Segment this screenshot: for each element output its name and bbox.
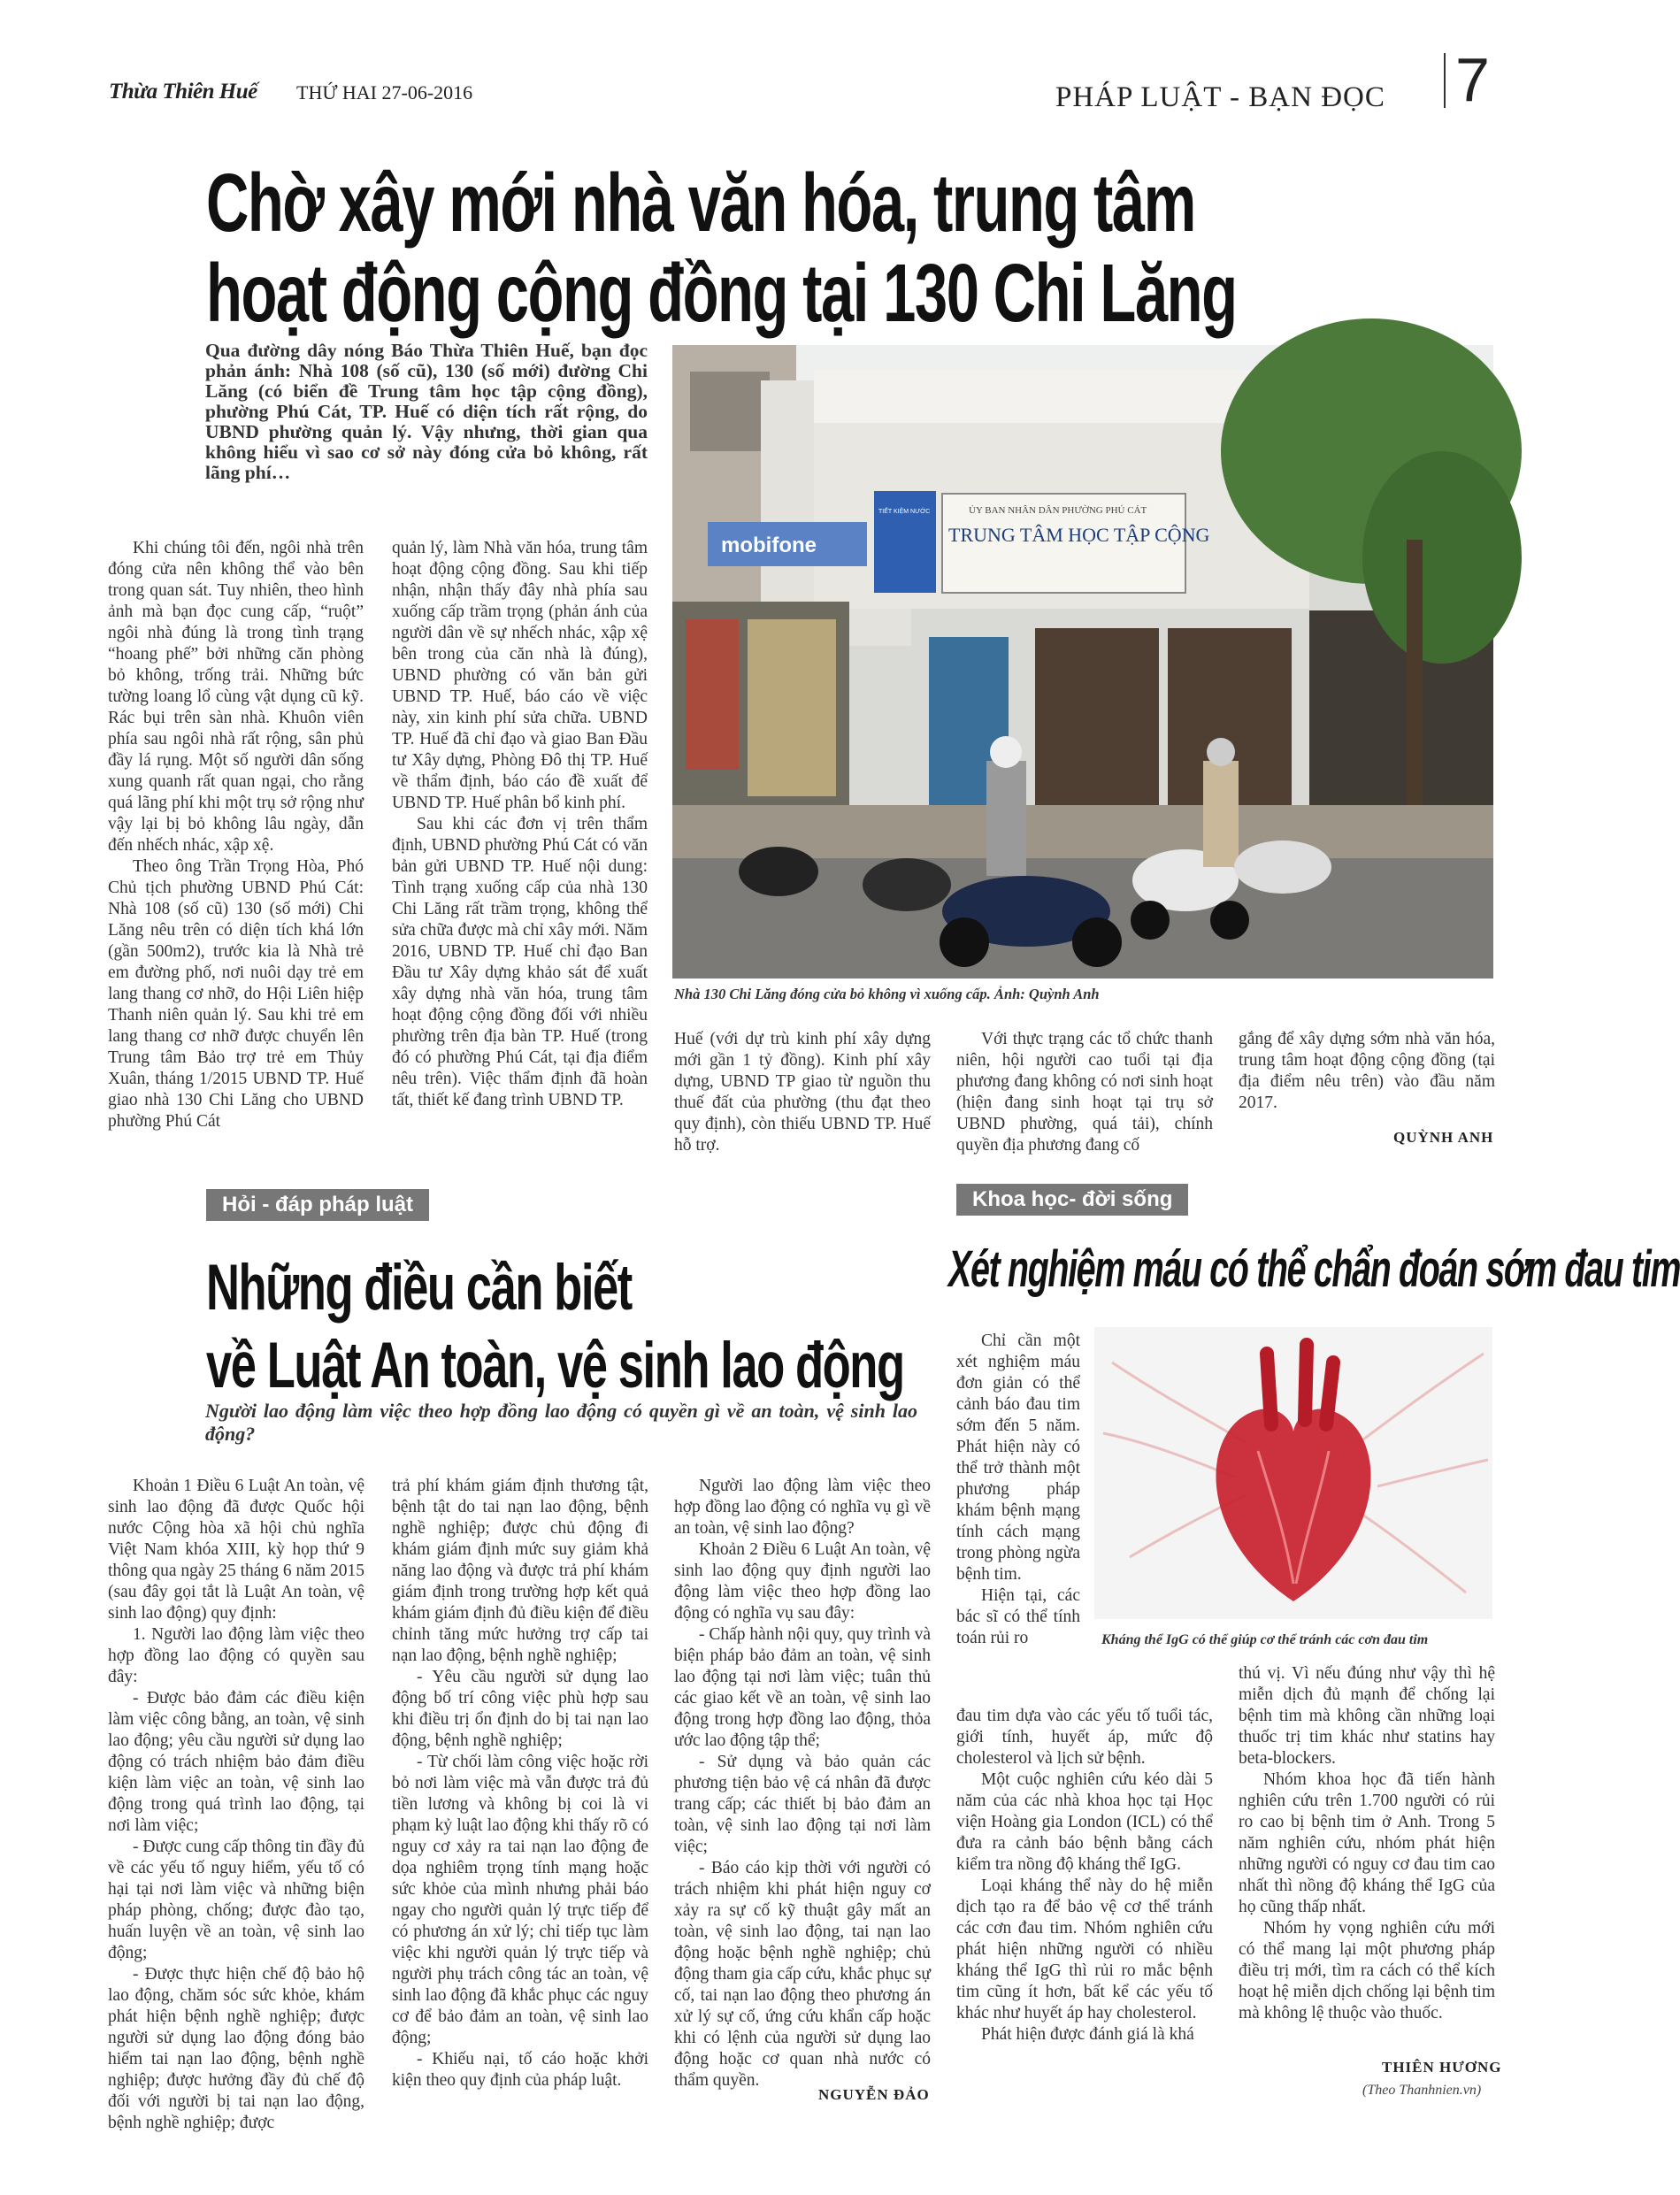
article2-column-3 [674, 1476, 931, 2091]
article1-headline [206, 157, 1237, 338]
article2-category-tag: Hỏi - đáp pháp luật [206, 1189, 429, 1221]
article3-author: THIÊN HƯƠNG [1382, 2059, 1502, 2076]
center-sign-top-text: ỦY BAN NHÂN DÂN PHƯỜNG PHÚ CÁT [969, 505, 1147, 516]
street-building-illustration [672, 345, 1493, 979]
center-sign-text: TRUNG TÂM HỌC TẬP CỘNG [948, 524, 1210, 546]
paragraph: Khoản 1 Điều 6 Luật An toàn, vệ sinh lao động đã được Quốc hội nước Cộng hòa xã hội chủ nghĩa Việt Nam khóa XIII, kỳ họp thứ 9 thông qua ngày 25 tháng 6 năm 2015 (sau đây gọi tắt là Luật An toàn, vệ sinh lao động) quy định: [108, 1477, 364, 1623]
paragraph: Người lao động làm việc theo hợp đồng lao động có nghĩa vụ gì về an toàn, vệ sinh lao động? [674, 1477, 931, 1538]
paragraph: Theo ông Trần Trọng Hòa, Phó Chủ tịch phường UBND Phú Cát: Nhà 108 (số cũ) 130 (số mới) Chi Lăng nêu trên có diện tích khá lớn (gần 500m2), trước kia là Nhà trẻ em đường phố, nơi nuôi dạy trẻ em lang thang cơ nhỡ, do Hội Liên hiệp Thanh niên quản lý. Sau khi trẻ em lang thang cơ nhỡ được chuyển lên Trung tâm Bảo trợ trẻ em Thủy Xuân, tháng 1/2015 UBND TP. Huế giao nhà 130 Chi Lăng cho UBND phường Phú Cát [108, 857, 364, 1131]
paragraph: trả phí khám giám định thương tật, bệnh tật do tai nạn lao động, bệnh nghề nghiệp; được chủ động đi khám giám định mức suy giảm khả năng lao động và được trả phí khám giám định trong trường hợp kết quả khám giám định đủ điều kiện để điều chỉnh tăng mức hưởng trợ cấp tai nạn lao động, bệnh nghề nghiệp; [392, 1477, 648, 1665]
paragraph: quản lý, làm Nhà văn hóa, trung tâm hoạt động cộng đồng. Sau khi tiếp nhận, nhận thấy đây nhà phía sau xuống cấp trầm trọng (phản ánh của người dân về sự nhếch nhác, xập xệ bên trong của căn nhà là đúng), UBND phường có văn bản gửi UBND TP. Huế, báo cáo về việc này, xin kinh phí sửa chữa. UBND TP. Huế đã chỉ đạo và giao Ban Đầu tư Xây dựng, Phòng Đô thị TP. Huế về thẩm định, báo cáo đề xuất để UBND TP. Huế phân bổ kinh phí. [392, 539, 648, 812]
article1-author: QUỲNH ANH [1393, 1129, 1494, 1146]
article1-column-3 [674, 1029, 931, 1156]
article3-category-tag: Khoa học- đời sống [956, 1184, 1188, 1216]
paragraph: - Yêu cầu người sử dụng lao động bố trí công việc phù hợp sau khi điều trị ổn định do bị tai nạn lao động, bệnh nghề nghiệp; [392, 1668, 648, 1750]
article1-column-5 [1239, 1029, 1495, 1114]
paragraph: - Được thực hiện chế độ bảo hộ lao động, chăm sóc sức khỏe, khám phát hiện bệnh nghề nghiệp; được người sử dụng lao động đóng bảo hiểm tai nạn lao động, bệnh nghề nghiệp; được hưởng đầy đủ chế độ đối với người bị tai nạn lao động, bệnh nghề nghiệp; được [108, 1965, 364, 2132]
paragraph: - Khiếu nại, tố cáo hoặc khởi kiện theo quy định của pháp luật. [392, 2050, 648, 2090]
publication-name: Thừa Thiên Huế [109, 80, 257, 104]
paragraph: Khoản 2 Điều 6 Luật An toàn, vệ sinh lao động quy định người lao động làm việc theo hợp đồng lao động có nghĩa vụ sau đây: [674, 1540, 931, 1623]
paragraph: - Báo cáo kịp thời với người có trách nhiệm khi phát hiện nguy cơ xảy ra sự cố kỹ thuật gây mất an toàn, vệ sinh lao động, tai nạn lao động hoặc bệnh nghề nghiệp; chủ động tham gia cấp cứu, khắc phục sự cố, tai nạn lao động theo phương án xử lý sự cố, ứng cứu khẩn cấp hoặc khi có lệnh của người sử dụng lao động hoặc cơ quan nhà nước có thẩm quyền. [674, 1859, 931, 2090]
article2-author: NGUYỄN ĐẢO [818, 2086, 930, 2103]
article2-headline-line1: Những điều cần biết [206, 1252, 632, 1324]
article1-photo [672, 345, 1493, 979]
paragraph: - Được bảo đảm các điều kiện làm việc công bằng, an toàn, vệ sinh lao động; yêu cầu người sử dụng lao động có trách nhiệm bảo đảm điều kiện làm việc an toàn, vệ sinh lao động trong quá trình lao động, tại nơi làm việc; [108, 1689, 364, 1835]
page-number: 7 [1455, 45, 1490, 114]
article3-column-1 [956, 1706, 1213, 2045]
article3-column-2 [1239, 1663, 1495, 2024]
blue-sign-text: TIẾT KIỆM NƯỚC [878, 509, 931, 515]
paragraph: Sau khi các đơn vị trên thẩm định, UBND phường Phú Cát có văn bản gửi UBND TP. Huế nội dung: Tình trạng xuống cấp của nhà 130 Chi Lăng rất trầm trọng, không thể sửa chữa được mà chỉ xây mới. Năm 2016, UBND TP. Huế chỉ đạo Ban Đầu tư Xây dựng khảo sát để xuất xây dựng nhà văn hóa, trung tâm hoạt động cộng đồng đối với nhiều phường trên địa bàn TP. Huế (trong đó có phường Phú Cát, tại địa điểm nêu trên). Việc thẩm định đã hoàn tất, thiết kế đang trình UBND TP. [392, 815, 648, 1109]
article3-heart-illustration [1094, 1327, 1492, 1619]
article1-sapo: Qua đường dây nóng Báo Thừa Thiên Huế, bạn đọc phản ánh: Nhà 108 (số cũ), 130 (số mới) đường Chi Lăng (có biển đề Trung tâm học tập cộng đồng), phường Phú Cát, TP. Huế có diện tích rất rộng, do UBND phường quản lý. Vậy nhưng, thời gian qua không hiểu vì sao cơ sở này đóng cửa bỏ không, rất lãng phí… [205, 340, 648, 483]
heart-icon [1094, 1327, 1492, 1619]
section-title: PHÁP LUẬT - BẠN ĐỌC [1055, 81, 1385, 113]
article2-headline [206, 1249, 904, 1405]
paragraph: Một cuộc nghiên cứu kéo dài 5 năm của các nhà khoa học tại Học viện Hoàng gia London (ICL) có thể đưa ra cảnh báo bệnh bằng cách kiểm tra nồng độ kháng thể IgG. [956, 1770, 1213, 1874]
article3-intro [956, 1331, 1080, 1649]
article1-column-1 [108, 538, 364, 1132]
paragraph: Huế (với dự trù kinh phí xây dựng mới gần 1 tỷ đồng). Kinh phí xây dựng, UBND TP giao từ nguồn thu thuế đất của phường (thu đạt theo quy định), còn thiếu UBND TP. Huế hỗ trợ. [674, 1030, 931, 1155]
paragraph: Phát hiện được đánh giá là khá [981, 2025, 1194, 2044]
article2-column-1 [108, 1476, 364, 2134]
paragraph: - Sử dụng và bảo quản các phương tiện bảo vệ cá nhân đã được trang cấp; các thiết bị bảo đảm an toàn, vệ sinh lao động tại nơi làm việc; [674, 1753, 931, 1856]
article1-column-4 [956, 1029, 1213, 1156]
paragraph: - Được cung cấp thông tin đầy đủ về các yếu tố nguy hiểm, yếu tố có hại tại nơi làm việc và những biện pháp phòng, chống; được đào tạo, huấn luyện về an toàn, vệ sinh lao động; [108, 1838, 364, 1962]
paragraph: Nhóm khoa học đã tiến hành nghiên cứu trên 1.700 người có rủi ro cao bị bệnh tim ở Anh. Trong 5 năm nghiên cứu, nhóm phát hiện những người có nguy cơ đau tim cao nhất thì nồng độ kháng thể IgG của họ cũng thấp nhất. [1239, 1770, 1495, 1916]
paragraph: Khi chúng tôi đến, ngôi nhà trên đóng cửa nên không thể vào bên trong quan sát. Tuy nhiên, theo hình ảnh mà bạn đọc cung cấp, “ruột” ngôi nhà đúng là trong tình trạng “hoang phế” bởi những căn phòng bỏ không, trống trải. Những bức tường loang lổ cùng vật dụng cũ kỹ. Rác bụi trên sàn nhà. Khuôn viên phía sau ngôi nhà rất rộng, sân phủ đầy lá rụng. Một số người dân sống xung quanh rất quan ngại, cho rằng quá lãng phí khi một trụ sở rộng như vậy lại bị bỏ không lâu ngày, dẫn đến nhếch nhác, xập xệ. [108, 539, 364, 855]
article2-headline-line2: về Luật An toàn, vệ sinh lao động [206, 1330, 904, 1401]
paragraph: 1. Người lao động làm việc theo hợp đồng lao động có quyền sau đây: [108, 1625, 364, 1686]
paragraph: Loại kháng thể này do hệ miễn dịch tạo ra để bảo vệ cơ thể tránh các cơn đau tim. Nhóm nghiên cứu phát hiện những người có nhiều kháng thể IgG thì rủi ro mắc bệnh tim cũng ít hơn, bất kể các yếu tố khác như huyết áp hay cholesterol. [956, 1876, 1213, 2022]
paragraph: đau tim dựa vào các yếu tố tuổi tác, giới tính, huyết áp, mức độ cholesterol và lịch sử bệnh. [956, 1707, 1213, 1768]
article2-column-2 [392, 1476, 648, 2091]
paragraph: - Chấp hành nội quy, quy trình và biện pháp bảo đảm an toàn, vệ sinh lao động tại nơi làm việc; tuân thủ các giao kết về an toàn, vệ sinh lao động trong hợp đồng lao động, thỏa ước lao động tập thể; [674, 1625, 931, 1750]
paragraph: - Từ chối làm công việc hoặc rời bỏ nơi làm việc mà vẫn được trả đủ tiền lương và không bị coi là vi phạm kỷ luật lao động khi thấy rõ có nguy cơ xảy ra tai nạn lao động đe dọa nghiêm trọng tính mạng hoặc sức khỏe của mình nhưng phải báo ngay cho người quản lý trực tiếp để có phương án xử lý; chỉ tiếp tục làm việc khi người quản lý trực tiếp và người phụ trách công tác an toàn, vệ sinh lao động đã khắc phục các nguy cơ để bảo đảm an toàn, vệ sinh lao động; [392, 1753, 648, 2047]
article1-column-2 [392, 538, 648, 1111]
paragraph: Với thực trạng các tổ chức thanh niên, hội người cao tuổi tại địa phương đang không có nơi sinh hoạt (hiện đang sinh hoạt tại trụ sở UBND phường, quá tải), chính quyền địa phương đang cố [956, 1030, 1213, 1155]
issue-date: THỨ HAI 27-06-2016 [296, 81, 473, 104]
article3-source: (Theo Thanhnien.vn) [1362, 2083, 1482, 2098]
mobifone-sign-text: mobifone [721, 533, 817, 557]
article3-photo-caption: Kháng thể IgG có thể giúp cơ thể tránh các cơn đau tim [1101, 1632, 1429, 1647]
article1-photo-caption: Nhà 130 Chi Lăng đóng cửa bỏ không vì xuống cấp. Ảnh: Quỳnh Anh [674, 986, 1100, 1002]
article1-headline-line2: hoạt động cộng đồng tại 130 Chi Lăng [206, 247, 1237, 339]
article2-sapo: Người lao động làm việc theo hợp đồng lao động có quyền gì về an toàn, vệ sinh lao động? [205, 1400, 917, 1445]
paragraph: Chỉ cần một xét nghiệm máu đơn giản có thể cảnh báo đau tim sớm đến 5 năm. Phát hiện này có thể trở thành một phương pháp khám bệnh mạng tính cách mạng trong phòng ngừa bệnh tim. [956, 1332, 1080, 1584]
paragraph: thú vị. Vì nếu đúng như vậy thì hệ miễn dịch đủ mạnh để chống lại bệnh tim mà không cần những loại thuốc trị tim khác như statins hay beta-blockers. [1239, 1664, 1495, 1768]
paragraph: gắng để xây dựng sớm nhà văn hóa, trung tâm hoạt động cộng đồng (tại địa điểm nêu trên) vào đầu năm 2017. [1239, 1030, 1495, 1112]
article3-headline: Xét nghiệm máu có thể chẩn đoán sớm đau tim [948, 1240, 1680, 1298]
article1-headline-line1: Chờ xây mới nhà văn hóa, trung tâm [206, 157, 1195, 249]
paragraph: Nhóm hy vọng nghiên cứu mới có thể mang lại một phương pháp điều trị mới, tìm ra cách có thể kích hoạt hệ miễn dịch chống lại bệnh tim mà không lệ thuộc vào thuốc. [1239, 1919, 1495, 2022]
paragraph: Hiện tại, các bác sĩ có thể tính toán rủi ro [956, 1586, 1080, 1647]
header-divider [1444, 53, 1446, 108]
